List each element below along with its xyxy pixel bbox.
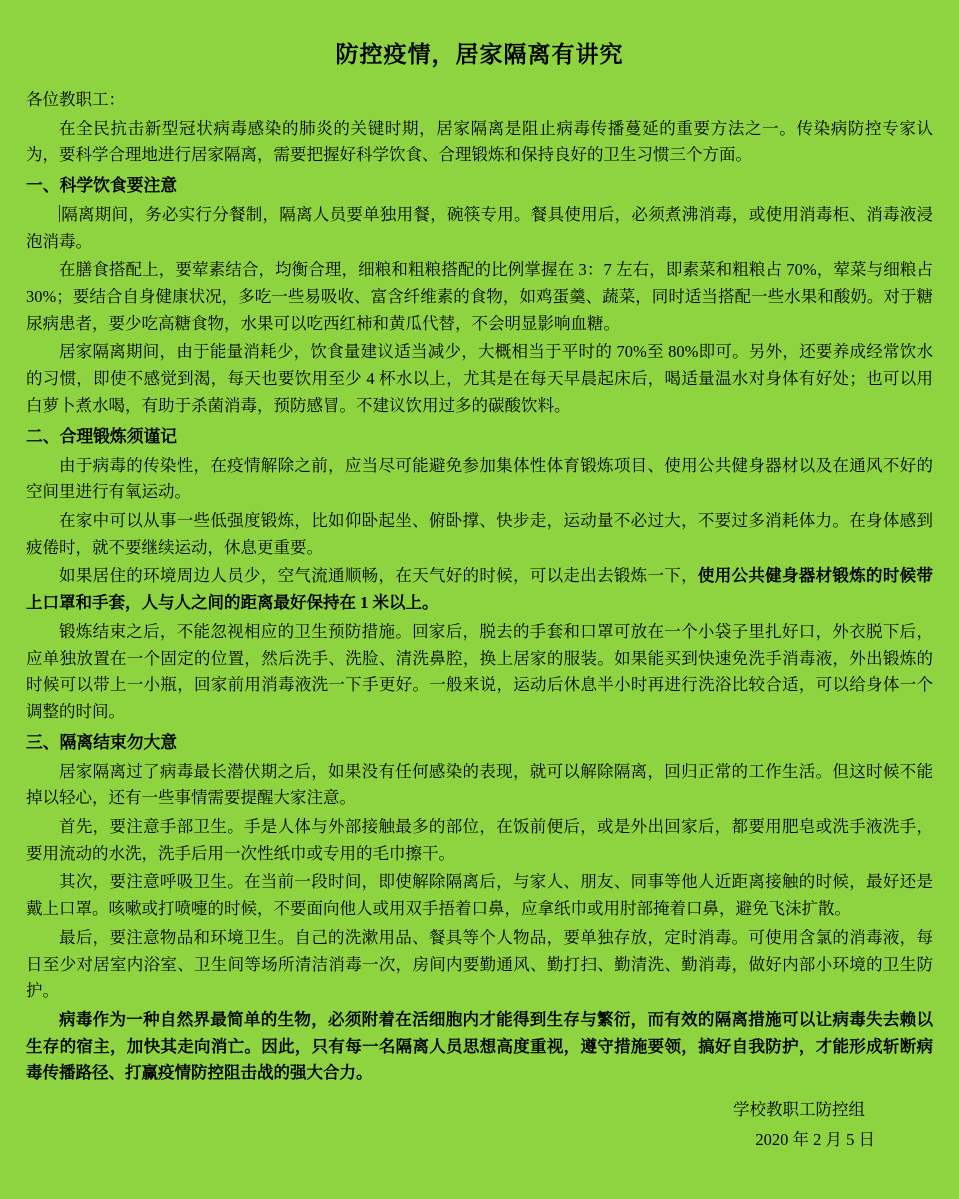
section-3-paragraph-4: 最后，要注意物品和环境卫生。自己的洗漱用品、餐具等个人物品，要单独存放，定时消毒。可使用含氯的消毒液，每日至少对居室内浴室、卫生间等场所清洁消毒一次，房间内要勤通风、勤打扫、勤清洗、勤消毒，做好内部小环境的卫生防护。 [26, 927, 933, 1001]
text-cursor [59, 205, 60, 222]
spacer [26, 1089, 933, 1094]
conclusion-paragraph: 病毒作为一种自然界最简单的生物，必须附着在活细胞内才能得到生存与繁衍，而有效的隔离措施可以让病毒失去赖以生存的宿主，加快其走向消亡。因此，只有每一名隔离人员思想高度重视，遵守措施要领，搞好自我防护，才能形成斩断病毒传播路径、打赢疫情防控阻击战的强大合力。 [26, 1010, 933, 1083]
section-heading-1: 一、科学饮食要注意 [26, 176, 178, 195]
section-2-paragraph-4: 锻炼结束之后，不能忽视相应的卫生预防措施。回家后，脱去的手套和口罩可放在一个小袋子里扎好口，外衣脱下后，应单独放置在一个固定的位置，然后洗手、洗脸、清洗鼻腔，换上居家的服装。如果能买到快速免洗手消毒液，外出锻炼的时候可以带上一小瓶，回家前用消毒液洗一下手更好。一般来说，运动后休息半小时再进行洗浴比较合适，可以给身体一个调整的时间。 [26, 621, 933, 721]
section-heading-3: 三、隔离结束勿大意 [26, 732, 178, 752]
section-2-paragraph-3: 如果居住的环境周边人员少，空气流通顺畅，在天气好的时候，可以走出去锻炼一下，使用公共健身器材锻炼的时候带上口罩和手套，人与人之间的距离最好保持在 1 米以上。 [26, 566, 934, 613]
signature: 学校教职工防控组 [733, 1100, 865, 1120]
section-2-paragraph-1: 由于病毒的传染性，在疫情解除之前，应当尽可能避免参加集体性体育锻炼项目、使用公共健身器材以及在通风不好的空间里进行有氧运动。 [26, 455, 933, 502]
document-date: 2020 年 2 月 5 日 [755, 1130, 875, 1150]
section-1-paragraph-3: 居家隔离期间，由于能量消耗少，饮食量建议适当减少，大概相当于平时的 70%至 80%即可。另外，还要养成经常饮水的习惯，即使不感觉到渴，每天也要饮用至少 4 杯水以上，尤其是在每天早晨起床后，喝适量温水对身体有好处；也可以用白萝卜煮水喝，有助于杀菌消毒，预防感冒。不建议饮用过多的碳酸饮料。 [26, 342, 933, 415]
section-3-paragraph-3: 其次，要注意呼吸卫生。在当前一段时间，即使解除隔离后，与家人、朋友、同事等他人近距离接触的时候，最好还是戴上口罩。咳嗽或打喷嚏的时候，不要面向他人或用双手捂着口鼻，应拿纸巾或用肘部掩着口鼻，避免飞沫扩散。 [26, 872, 933, 919]
salutation: 各位教职工： [26, 90, 125, 109]
section-2-emphasis: 使用公共健身器材锻炼的时候带上口罩和手套，人与人之间的距离最好保持在 1 米以上。 [26, 566, 934, 613]
section-2-paragraph-2: 在家中可以从事一些低强度锻炼，比如仰卧起坐、俯卧撑、快步走，运动量不必过大，不要过多消耗体力。在身体感到疲倦时，就不要继续运动，休息更重要。 [26, 510, 933, 557]
intro-paragraph: 在全民抗击新型冠状病毒感染的肺炎的关键时期，居家隔离是阻止病毒传播蔓延的重要方法之一。传染病防控专家认为，要科学合理地进行居家隔离，需要把握好科学饮食、合理锻炼和保持良好的卫生习惯三个方面。 [26, 118, 933, 165]
section-1-paragraph-2: 在膳食搭配上，要荤素结合，均衡合理，细粮和粗粮搭配的比例掌握在 3：7 左右，即素菜和粗粮占 70%，荤菜与细粮占 30%；要结合自身健康状况，多吃一些易吸收、富含纤维素的食物，如鸡蛋羹、蔬菜，同时适当搭配一些水果和酸奶。对于糖尿病患者，要少吃高糖食物，水果可以吃西红柿和黄瓜代替，不会明显影响血糖。 [26, 260, 933, 333]
section-heading-2: 二、合理锻炼须谨记 [26, 426, 178, 446]
section-3-paragraph-2: 首先，要注意手部卫生。手是人体与外部接触最多的部位，在饭前便后，或是外出回家后，都要用肥皂或洗手液洗手，要用流动的水洗，洗手后用一次性纸巾或专用的毛巾擦干。 [26, 817, 933, 863]
section-1-paragraph-1: 隔离期间，务必实行分餐制，隔离人员要单独用餐，碗筷专用。餐具使用后，必须煮沸消毒，或使用消毒柜、消毒液浸泡消毒。 [26, 204, 933, 251]
page-title: 防控疫情，居家隔离有讲究 [335, 41, 624, 67]
section-3-paragraph-1: 居家隔离过了病毒最长潜伏期之后，如果没有任何感染的表现，就可以解除隔离，回归正常的工作生活。但这时候不能掉以轻心，还有一些事情需要提醒大家注意。 [26, 761, 933, 808]
